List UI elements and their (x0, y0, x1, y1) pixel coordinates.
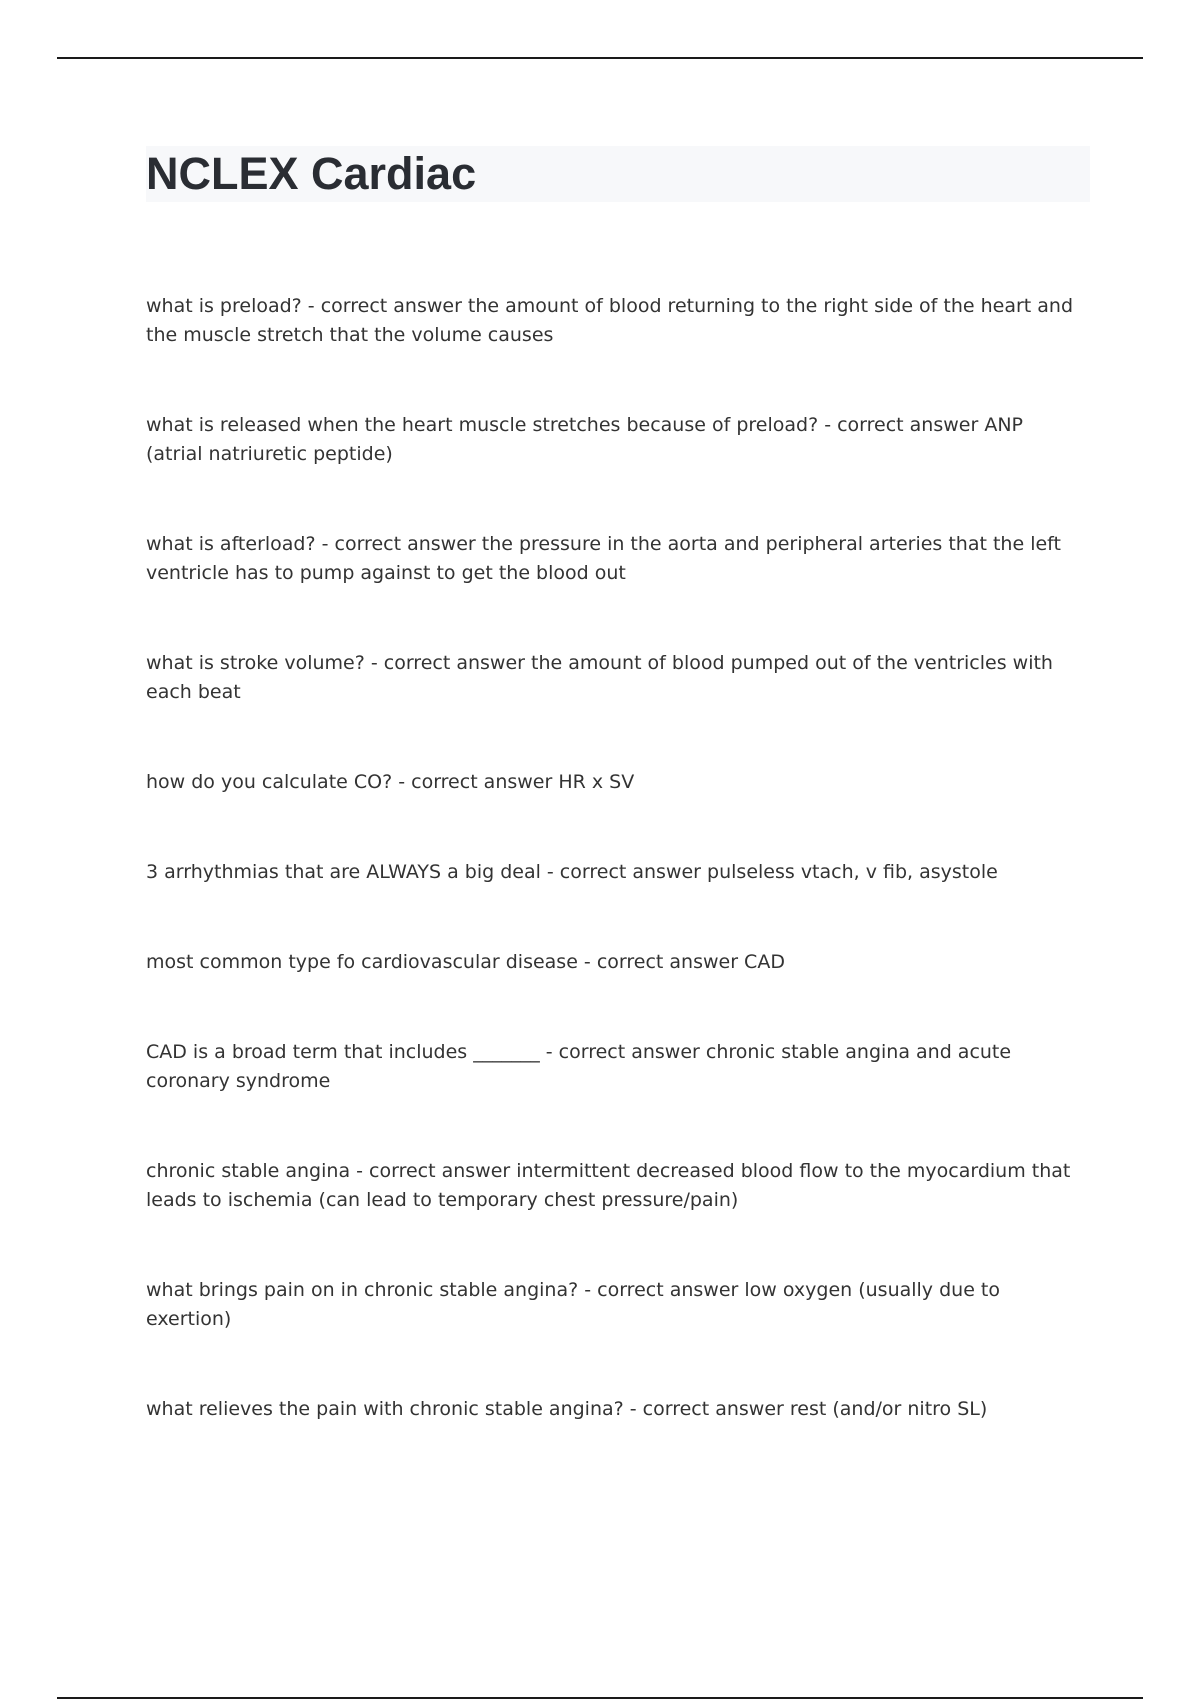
qa-item-afterload: what is afterload? - correct answer the pressure in the aorta and peripheral arteries that the left ventricle has to pump against to get the blood out (146, 533, 1061, 584)
qa-item-preload: what is preload? - correct answer the amount of blood returning to the right side of the heart and the muscle stretch that the volume causes (146, 295, 1074, 346)
header-rule (57, 57, 1143, 59)
qa-item-cad-includes: CAD is a broad term that includes _______ - correct answer chronic stable angina and acute coronary syndrome (146, 1041, 1012, 1092)
qa-item-stroke-volume: what is stroke volume? - correct answer the amount of blood pumped out of the ventricles with each beat (146, 652, 1053, 703)
qa-list (146, 292, 1076, 1485)
qa-item-common-disease: most common type fo cardiovascular disease - correct answer CAD (146, 951, 785, 973)
qa-item-arrhythmias: 3 arrhythmias that are ALWAYS a big deal - correct answer pulseless vtach, v fib, asystole (146, 861, 998, 883)
qa-item-anp: what is released when the heart muscle stretches because of preload? - correct answer ANP (atrial natriuretic peptide) (146, 414, 1023, 465)
document-title: NCLEX Cardiac (146, 148, 477, 199)
qa-item-angina-relief: what relieves the pain with chronic stable angina? - correct answer rest (and/or nitro SL) (146, 1398, 988, 1420)
qa-item-stable-angina: chronic stable angina - correct answer intermittent decreased blood flow to the myocardium that leads to ischemia (can lead to temporary chest pressure/pain) (146, 1160, 1071, 1211)
qa-item-cardiac-output: how do you calculate CO? - correct answer HR x SV (146, 771, 635, 793)
footer-rule (57, 1697, 1143, 1699)
qa-item-angina-trigger: what brings pain on in chronic stable angina? - correct answer low oxygen (usually due to exertion) (146, 1279, 1000, 1330)
